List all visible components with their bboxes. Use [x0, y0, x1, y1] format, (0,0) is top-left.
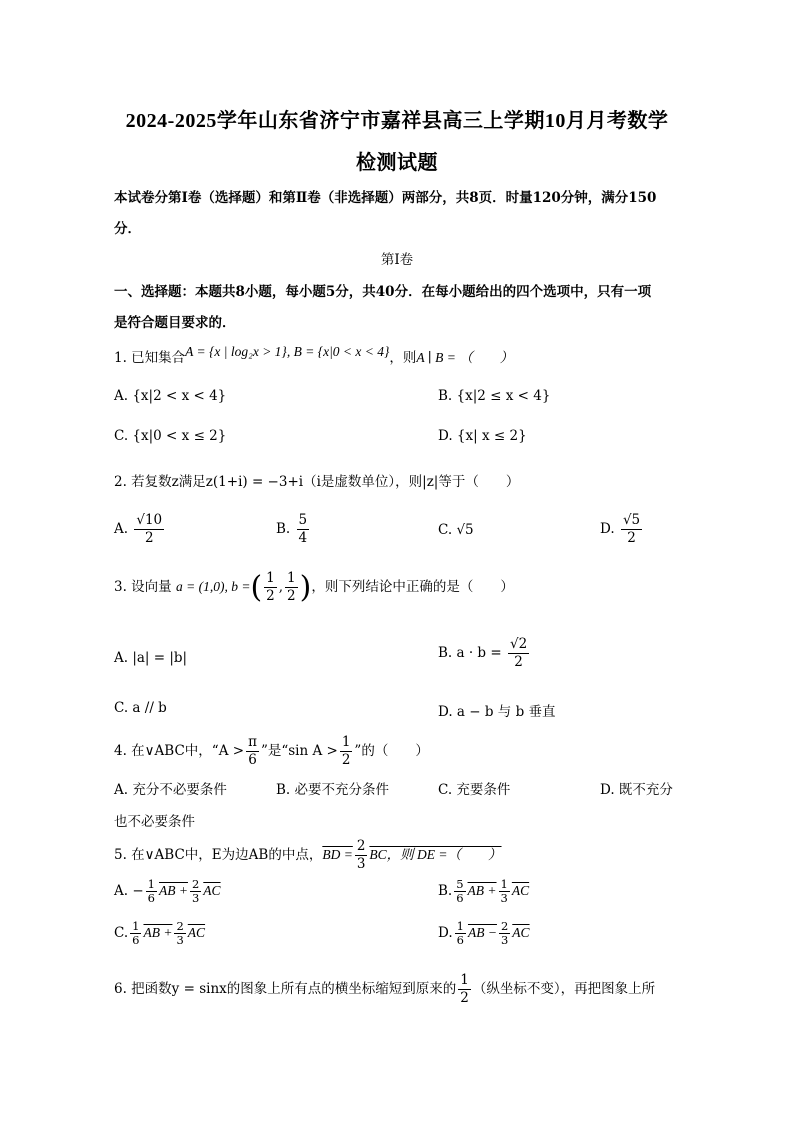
section1-line1: 一、选择题：本题共8小题，每小题5分，共40分．在每小题给出的四个选项中，只有一项 [114, 284, 652, 300]
part1-heading: 第Ⅰ卷 [380, 252, 414, 268]
q4-option-d[interactable]: D. 既不充分 [600, 782, 673, 798]
q5-option-d[interactable]: D. $\frac{1}{6}$ AB − $\frac{2}{3}$ $\overline{AC}$ [438, 919, 530, 947]
question-1-stem: 1. 已知集合A = {x | log₂x > 1}, B = {x|0 < x < 4}，则A ∣ B = （ ） [114, 344, 514, 366]
q4-option-d-continued: 也不必要条件 [114, 814, 195, 830]
exam-title-line2: 检测试题 [356, 152, 438, 174]
q3-option-c[interactable]: C. a // b [114, 700, 167, 716]
q1-option-a[interactable]: A. {x|2 < x < 4} [114, 388, 227, 404]
q4-option-a[interactable]: A. 充分不必要条件 [114, 782, 227, 798]
q5-option-c[interactable]: C. $\frac{1}{6}$ AB + $\frac{2}{3}$ $\overline{AC}$ [114, 919, 206, 947]
q3-option-d[interactable]: D. a − b 与 b 垂直 [438, 704, 556, 720]
q1-option-c[interactable]: C. {x|0 < x ≤ 2} [114, 428, 227, 444]
fraction: $\frac{2}{3}$ [191, 877, 200, 905]
fraction: $\frac{1}{6}$ [456, 919, 464, 947]
q3-option-a[interactable]: A. |a| = |b| [114, 650, 188, 666]
question-4-stem: 4. 在∨ABC中，“A > $\frac{\pi}{6}$ ”是“sin A > $\frac{1}{2}$ ”的（ ） [114, 734, 429, 768]
fraction: $\frac{1}{3}$ [500, 877, 508, 905]
intro-line2: 分． [114, 221, 141, 237]
fraction: $\frac{5}{6}$ [456, 877, 464, 905]
fraction: $\frac{1}{2}$ [287, 570, 296, 604]
question-6-stem: 6. 把函数y = sinx的图象上所有点的横坐标缩短到原来的 $\frac{1}{2}$ （纵坐标不变），再把图象上所 [114, 972, 656, 1006]
fraction: $\frac{1}{6}$ [132, 919, 140, 947]
fraction: $\frac{2}{3}$ [500, 919, 509, 947]
fraction: $\frac{5}{4}$ [298, 512, 308, 546]
q2-option-d[interactable]: D. $\frac{√5}{2}$ [600, 512, 641, 546]
fraction: $\frac{√2}{2}$ [509, 636, 528, 670]
fraction: $\frac{1}{6}$ [147, 877, 155, 905]
q3-option-b[interactable]: B. a · b = $\frac{√2}{2}$ [438, 636, 528, 670]
section1-line2: 是符合题目要求的． [114, 315, 236, 331]
set-definition: A = {x | log₂x > 1}, B = {x|0 < x < 4} [185, 344, 390, 359]
fraction: $\frac{√5}{2}$ [622, 512, 641, 546]
q2-option-c[interactable]: C. √5 [438, 522, 474, 538]
fraction: $\frac{2}{3}$ [356, 838, 366, 872]
q4-option-c[interactable]: C. 充要条件 [438, 782, 511, 798]
fraction: $\frac{\pi}{6}$ [248, 734, 257, 768]
exam-title-line1: 2024-2025学年山东省济宁市嘉祥县高三上学期10月月考数学 [125, 110, 669, 132]
fraction: $\frac{1}{2}$ [460, 972, 469, 1006]
q2-option-a[interactable]: A. $\frac{√10}{2}$ [114, 512, 163, 546]
intro-line1: 本试卷分第Ⅰ卷（选择题）和第Ⅱ卷（非选择题）两部分，共8页．时量120分钟，满分150 [114, 190, 657, 206]
question-3-stem: 3. 设向量 a = (1,0), b =( $\frac{1}{2}$ , $\frac{1}{2}$ )，则下列结论中正确的是（ ） [114, 570, 514, 605]
q1-option-d[interactable]: D. {x| x ≤ 2} [438, 428, 527, 444]
fraction: $\frac{√10}{2}$ [136, 512, 163, 546]
q5-option-b[interactable]: B. $\frac{5}{6}$ AB + $\frac{1}{3}$ $\overline{AC}$ [438, 877, 530, 905]
q4-option-b[interactable]: B. 必要不充分条件 [276, 782, 390, 798]
question-5-stem: 5. 在∨ABC中，E为边AB的中点，BD = $\frac{2}{3}$ BC，则 DE =（ ） [114, 838, 502, 872]
q5-option-a[interactable]: A. − $\frac{1}{6}$ AB + $\frac{2}{3}$ $\overline{AC}$ [114, 877, 221, 905]
fraction: $\frac{1}{2}$ [341, 734, 351, 768]
q2-option-b[interactable]: B. $\frac{5}{4}$ [276, 512, 308, 546]
fraction: $\frac{1}{2}$ [266, 570, 275, 604]
q1-option-b[interactable]: B. {x|2 ≤ x < 4} [438, 388, 551, 404]
fraction: $\frac{2}{3}$ [176, 919, 184, 947]
question-2-stem: 2. 若复数z满足z(1+i) = −3+i（i是虚数单位），则|z|等于（ ） [114, 474, 520, 490]
